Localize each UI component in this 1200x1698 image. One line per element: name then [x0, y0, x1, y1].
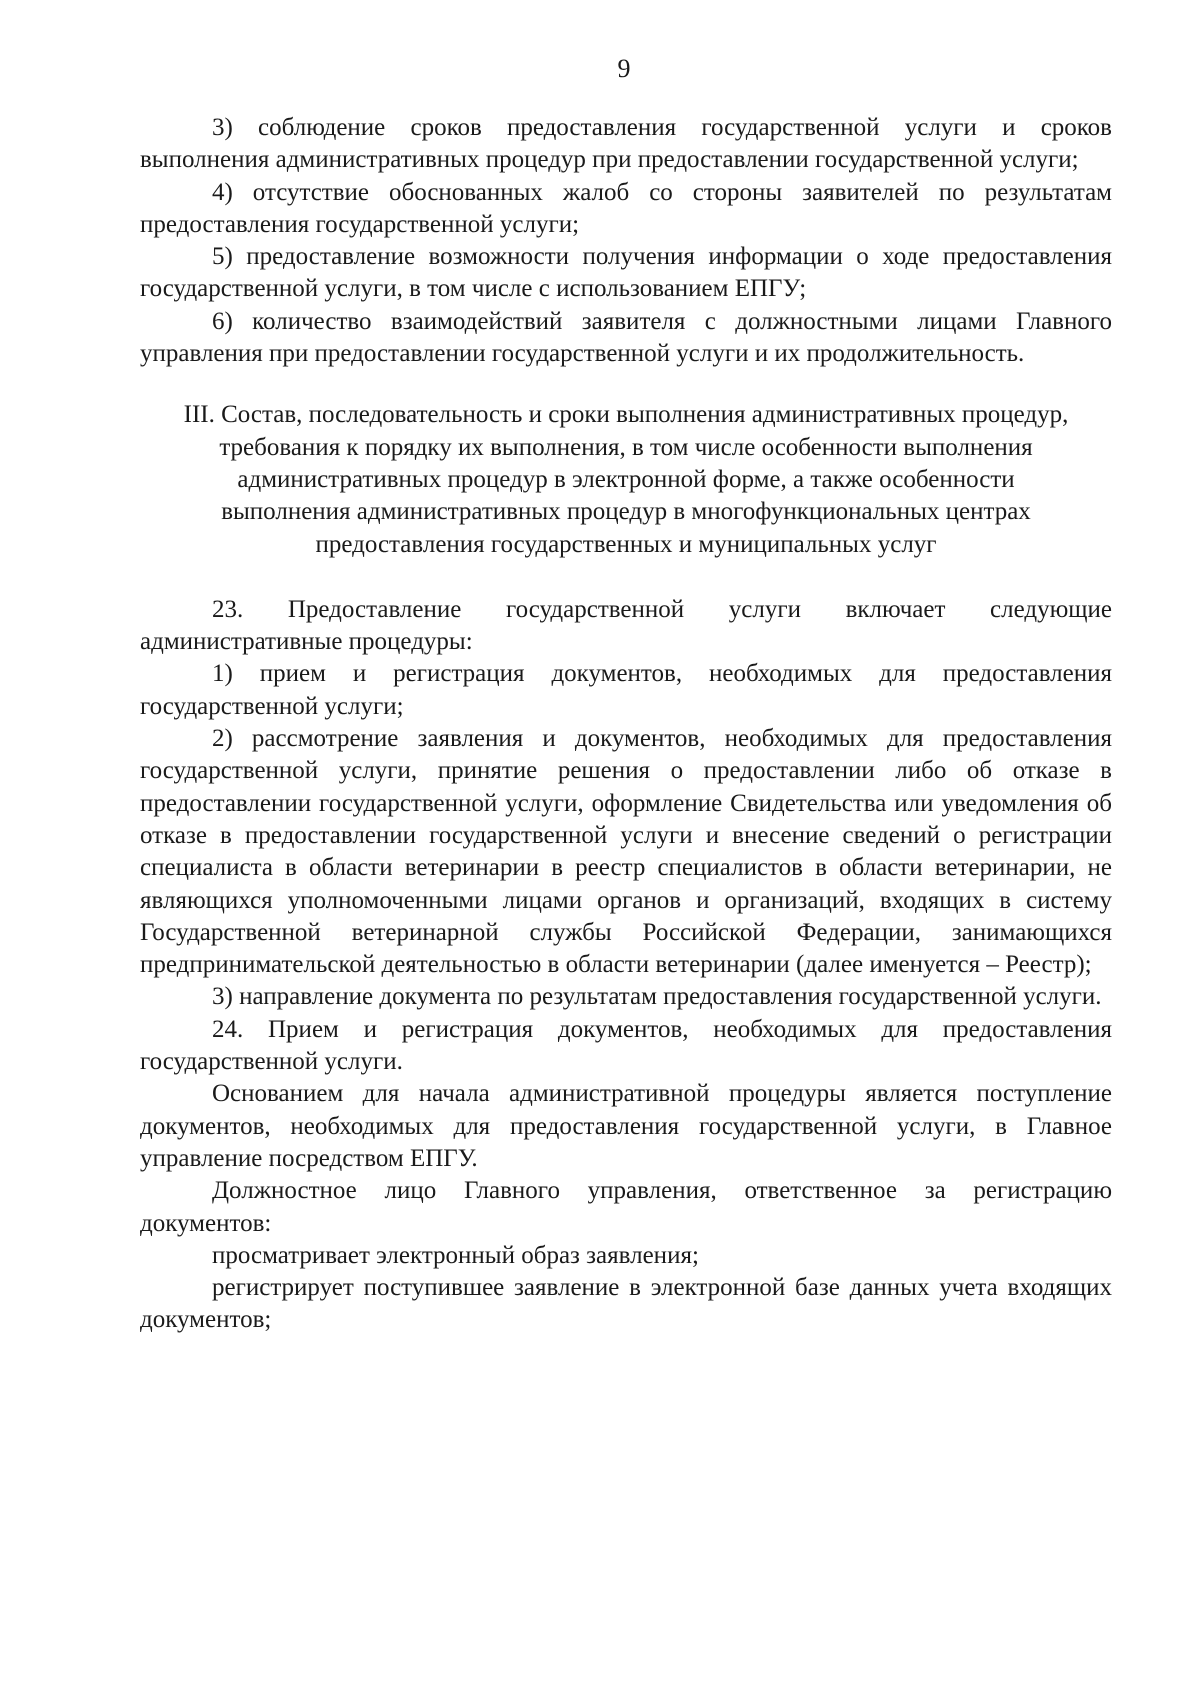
paragraph-criterion-4: 4) отсутствие обоснованных жалоб со стороны заявителей по результатам предоставления государственной услуги; [140, 178, 1112, 238]
paragraph-procedure-2: 2) рассмотрение заявления и документов, необходимых для предоставления государственной услуги, принятие решения о предоставлении либо об отказе в предоставлении государственной услуги, оформление Свидетельства или уведомления об отказе в предоставлении государственной услуги и внесение сведений о регистрации специалиста в области ветеринарии в реестр специалистов в области ветеринарии, не являющихся уполномоченными лицами органов и организаций, входящих в систему Государственной ветеринарной службы Российской Федерации, занимающихся предпринимательской деятельностью в области ветеринарии (далее именуется – Реестр); [140, 725, 1112, 979]
paragraph-procedure-3: 3) направление документа по результатам предоставления государственной услуги. [212, 983, 1102, 1011]
paragraph-criterion-3: 3) соблюдение сроков предоставления государственной услуги и сроков выполнения административных процедур при предоставлении государственной услуги; [140, 114, 1112, 174]
paragraph-procedure-1: 1) прием и регистрация документов, необходимых для предоставления государственной услуги; [140, 660, 1112, 720]
page-number: 9 [617, 54, 631, 83]
paragraph-24: 24. Прием и регистрация документов, необходимых для предоставления государственной услуги. [140, 1015, 1112, 1076]
paragraph-basis: Основанием для начала административной процедуры является поступление документов, необходимых для предоставления государственной услуги, в Главное управление посредством ЕПГУ. [140, 1080, 1112, 1172]
document-body [140, 112, 1112, 1337]
paragraph-criterion-6: 6) количество взаимодействий заявителя с должностными лицами Главного управления при предоставлении государственной услуги и их продолжительность. [140, 307, 1112, 368]
paragraph-official: Должностное лицо Главного управления, ответственное за регистрацию документов: [140, 1177, 1112, 1237]
paragraph-views-application: просматривает электронный образ заявления; [212, 1241, 699, 1269]
paragraph-registers-application: регистрирует поступившее заявление в электронной базе данных учета входящих документов; [140, 1274, 1112, 1334]
section-heading: III. Состав, последовательность и сроки выполнения административных процедур, требования к порядку их выполнения, в том числе особенности выполнения административных процедур в электронной форме, а также особенности выполнения административных процедур в многофункциональных центрах предоставления государственных и муниципальных услуг [183, 401, 1069, 558]
paragraph-23: 23. Предоставление государственной услуги включает следующие административные процедуры: [140, 595, 1112, 656]
paragraph-criterion-5: 5) предоставление возможности получения информации о ходе предоставления государственной услуги, в том числе с использованием ЕПГУ; [140, 243, 1112, 303]
